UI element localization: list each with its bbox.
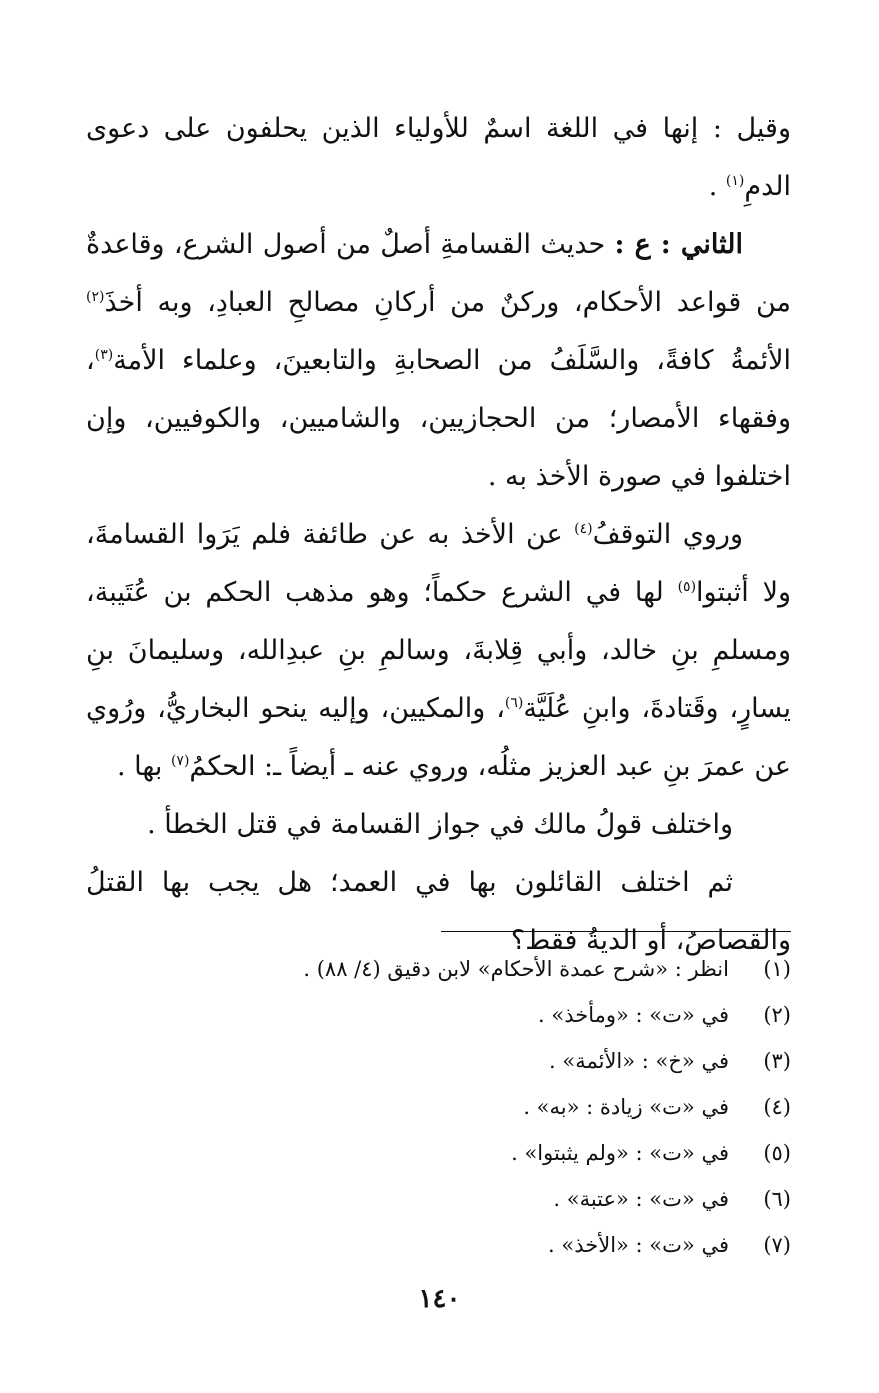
paragraph-text: ، وفقهاء الأمصار؛ من الحجازيين، والشاميين، والكوفيين، وإن اختلفوا في صورة الأخذ به .	[86, 345, 791, 492]
footnote-ref-7[interactable]: (٧)	[170, 753, 190, 769]
footnote-text: في «ت» زيادة : «به» .	[523, 1095, 729, 1119]
footnote-ref-5[interactable]: (٥)	[677, 579, 697, 595]
footnote-item	[231, 1176, 791, 1222]
footnote-number: (٤)	[763, 1095, 791, 1119]
paragraph-4: واختلف قولُ مالك في جواز القسامة في قتل الخطأ .	[147, 809, 733, 840]
footnote-ref-6[interactable]: (٦)	[504, 695, 524, 711]
footnote-text: في «خ» : «الأئمة» .	[549, 1049, 729, 1073]
paragraph-1	[86, 100, 791, 216]
footnote-text: في «ت» : «ولم يثبتوا» .	[511, 1141, 729, 1165]
footnote-ref-3[interactable]: (٣)	[94, 347, 114, 363]
footnote-item	[231, 1130, 791, 1176]
paragraph-text: الأئمةُ كافةً، والسَّلَفُ من الصحابةِ والتابعينَ، وعلماء الأمة	[113, 345, 791, 376]
footnote-item	[231, 946, 791, 992]
page-number: ١٤٠	[418, 1284, 461, 1314]
footnote-number: (١)	[763, 957, 791, 981]
main-text	[86, 100, 791, 970]
paragraph-text: وقيل : إنها في اللغة اسمٌ للأولياء الذين يحلفون على دعوى الدمِ	[86, 113, 791, 202]
footnote-text: في «ت» : «ومأخذ» .	[538, 1003, 729, 1027]
footnote-number: (٣)	[763, 1049, 791, 1073]
footnote-text: في «ت» : «الأخذ» .	[548, 1233, 729, 1257]
footnote-number: (٧)	[763, 1233, 791, 1257]
footnote-item	[231, 1038, 791, 1084]
footnote-text: في «ت» : «عتبة» .	[553, 1187, 729, 1211]
paragraph-3	[86, 506, 791, 796]
section-lead: الثاني : ع :	[614, 229, 743, 260]
paragraph-text: عن الأخذ به عن طائفة فلم يَرَوا القسامةَ، ولا أثبتوا	[86, 519, 792, 608]
footnote-ref-1[interactable]: (١)	[725, 173, 745, 189]
footnote-item	[231, 992, 791, 1038]
paragraph-5: ثم اختلف القائلون بها في العمد؛ هل يجب بها القتلُ والقصاصُ، أو الديةُ فقط؟	[86, 867, 791, 956]
footnote-number: (٢)	[763, 1003, 791, 1027]
footnote-item	[231, 1222, 791, 1268]
paragraph-text: حديث القسامةِ أصلٌ من أصول الشرع، وقاعدةٌ من قواعد الأحكام، وركنٌ من أركانِ مصالحِ العبادِ، وبه أخذَ	[86, 229, 791, 318]
paragraph-2	[86, 216, 791, 506]
footnote-ref-2[interactable]: (٢)	[86, 289, 105, 305]
paragraph-text: .	[708, 171, 726, 202]
footnotes-list	[231, 946, 791, 1268]
footnote-ref-4[interactable]: (٤)	[574, 521, 593, 537]
footnote-number: (٥)	[763, 1141, 791, 1165]
paragraph-text: لها في الشرع حكماً؛ وهو مذهب الحكم بن عُتَيبة، ومسلمِ بنِ خالد، وأبي قِلابةَ، وسالمِ بنِ عبدِالله، وسليمانَ بنِ يسارٍ، وقَتادةَ، وابنِ عُلَيَّة	[86, 577, 792, 724]
footnote-text: انظر : «شرح عمدة الأحكام» لابن دقيق (٤/ ٨٨) .	[303, 957, 729, 981]
paragraph-text: بها .	[117, 751, 171, 782]
footnote-number: (٦)	[763, 1187, 791, 1211]
paragraph-text: ، والمكيين، وإليه ينحو البخاريُّ، ورُوي عن عمرَ بنِ عبد العزيز مثلُه، وروي عنه ـ أيضاً ـ: الحكمُ	[86, 693, 791, 782]
footnote-item	[231, 1084, 791, 1130]
paragraph-text: وروي التوقفُ	[592, 519, 743, 550]
footnote-divider	[441, 931, 791, 932]
